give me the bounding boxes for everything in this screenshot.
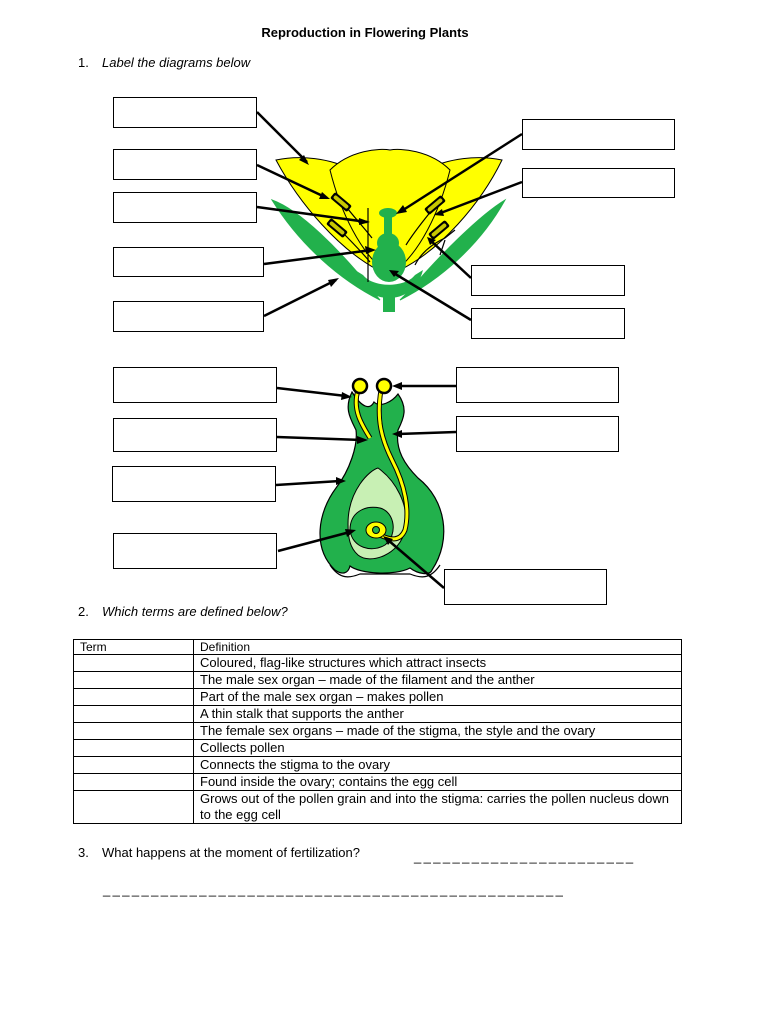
label-box-flower-6[interactable] [522,119,675,150]
table-header-row [74,640,682,655]
terms-table [73,639,682,824]
table-row [74,655,682,672]
question-2-text: Which terms are defined below? [102,604,288,619]
label-box-pistil-3[interactable] [112,466,276,502]
label-box-flower-5[interactable] [113,301,264,332]
definition-cell: Connects the stigma to the ovary [194,757,682,774]
label-box-flower-8[interactable] [471,265,625,296]
definition-cell: The male sex organ – made of the filament and the anther [194,672,682,689]
table-row [74,706,682,723]
table-row [74,689,682,706]
answer-line-2[interactable]: ________________________________________________ [103,882,566,897]
term-cell[interactable] [74,655,194,672]
question-3 [78,845,360,860]
header-definition: Definition [194,640,682,655]
question-2 [78,604,288,619]
label-box-pistil-4[interactable] [113,533,277,569]
term-cell[interactable] [74,774,194,791]
table-row [74,791,682,824]
question-2-number: 2. [78,604,89,619]
pollen-grain-left [353,379,367,393]
question-3-text: What happens at the moment of fertilization? [102,845,360,860]
page-title: Reproduction in Flowering Plants [261,25,469,40]
label-box-flower-4[interactable] [113,247,264,277]
table-row [74,740,682,757]
label-box-pistil-2[interactable] [113,418,277,452]
label-box-pistil-5[interactable] [456,367,619,403]
answer-line-1[interactable]: _______________________ [414,849,636,864]
label-box-flower-2[interactable] [113,149,257,180]
definition-cell: A thin stalk that supports the anther [194,706,682,723]
term-cell[interactable] [74,689,194,706]
header-term: Term [74,640,194,655]
label-box-flower-9[interactable] [471,308,625,339]
question-3-number: 3. [78,845,89,860]
egg-nucleus [373,527,380,534]
label-box-flower-1[interactable] [113,97,257,128]
term-cell[interactable] [74,740,194,757]
label-box-pistil-1[interactable] [113,367,277,403]
question-1-number: 1. [78,55,89,70]
term-cell[interactable] [74,672,194,689]
table-row [74,774,682,791]
label-box-flower-3[interactable] [113,192,257,223]
definition-cell: Part of the male sex organ – makes pollen [194,689,682,706]
table-row [74,757,682,774]
flower-stalk [383,290,395,312]
term-cell[interactable] [74,723,194,740]
term-cell[interactable] [74,757,194,774]
table-row [74,723,682,740]
definition-cell: Coloured, flag-like structures which attract insects [194,655,682,672]
label-box-flower-7[interactable] [522,168,675,198]
table-row [74,672,682,689]
label-box-pistil-6[interactable] [456,416,619,452]
definition-cell: Found inside the ovary; contains the egg cell [194,774,682,791]
definition-cell: The female sex organs – made of the stigma, the style and the ovary [194,723,682,740]
pollen-grain-right [377,379,391,393]
question-1-text: Label the diagrams below [102,55,251,70]
term-cell[interactable] [74,791,194,824]
term-cell[interactable] [74,706,194,723]
definition-cell: Collects pollen [194,740,682,757]
label-box-pistil-7[interactable] [444,569,607,605]
definition-cell: Grows out of the pollen grain and into the stigma: carries the pollen nucleus down to the egg cell [194,791,682,824]
